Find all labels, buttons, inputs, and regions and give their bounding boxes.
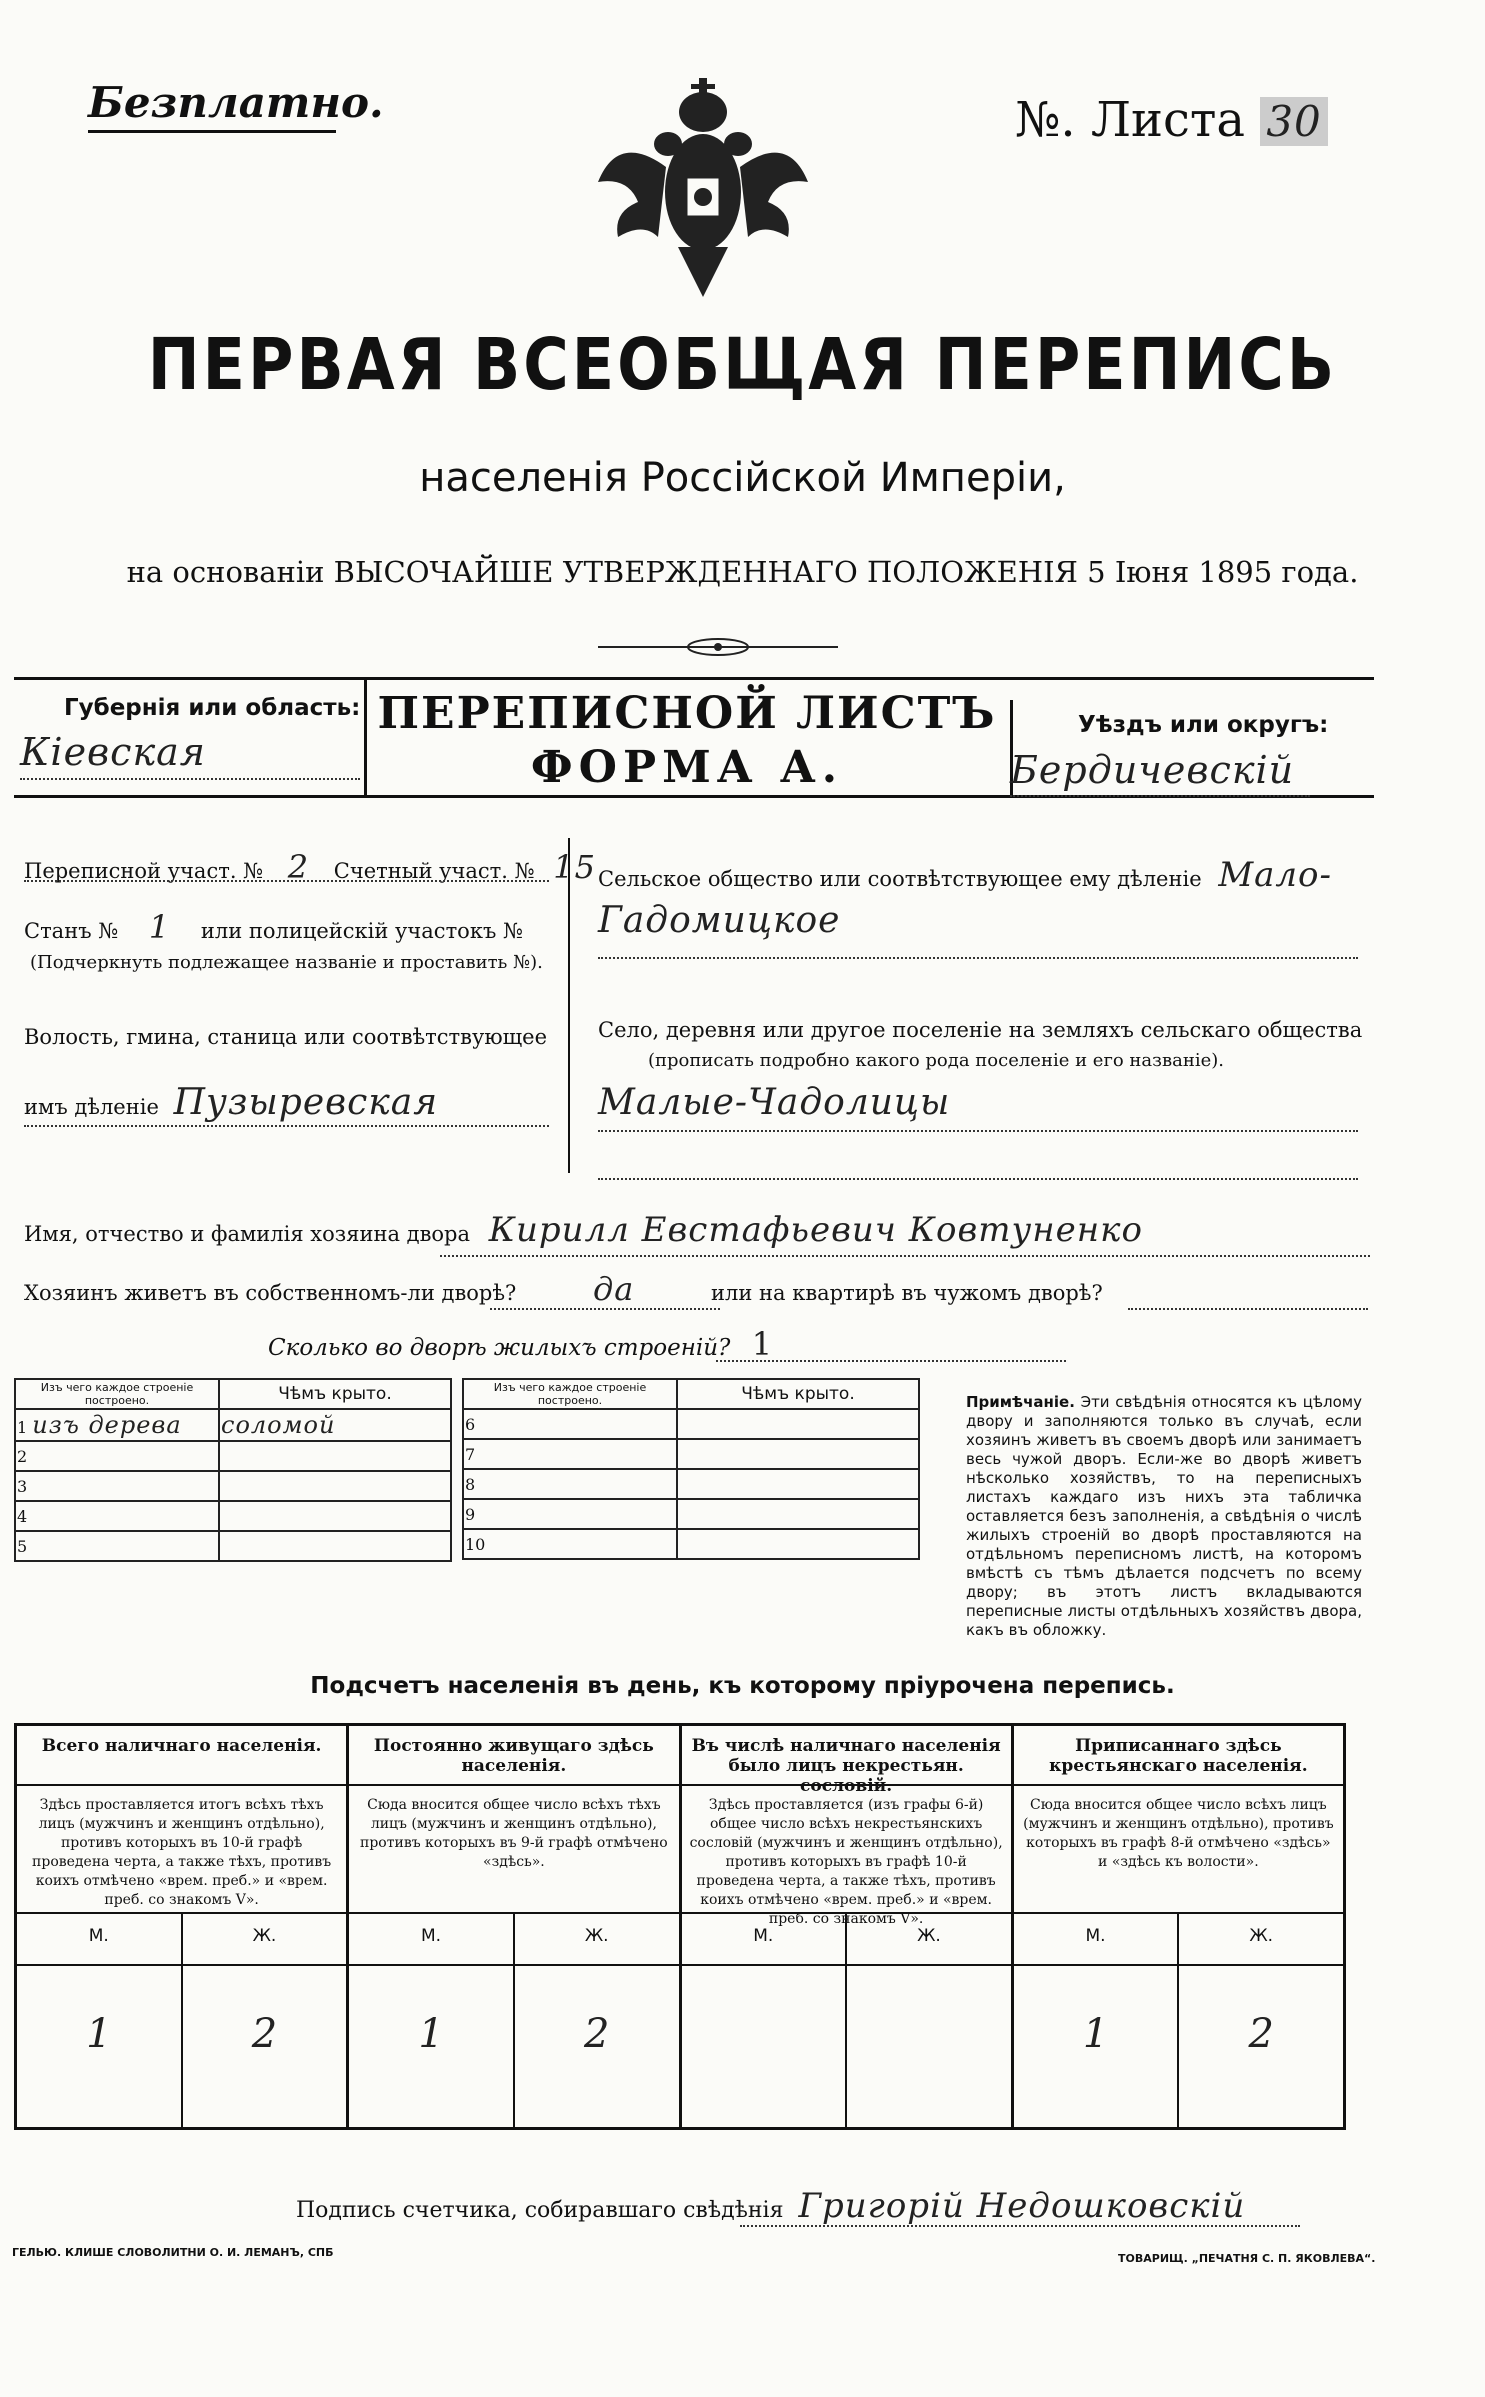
count-column-header: Постоянно живущаго здѣсь населенія. [349, 1726, 678, 1786]
count-column [17, 1726, 349, 2127]
building-row-7 [463, 1439, 677, 1469]
building-row-2 [15, 1441, 219, 1471]
uchastok-label: Переписной участ. № [24, 859, 264, 883]
building-num: 2 [17, 1446, 28, 1466]
count-m-value: 1 [17, 1966, 183, 2127]
free-underline [88, 130, 336, 133]
owner-own-label: Хозяинъ живетъ въ собственномъ-ли дворѣ? [24, 1281, 517, 1305]
owner-name-row [24, 1210, 1143, 1250]
volost-value: Пузыревская [173, 1082, 439, 1123]
owner-name-value: Кирилл Евстафьевич Ковтуненко [488, 1210, 1143, 1250]
signature-row [296, 2186, 1245, 2226]
gubernia-label: Губернія или область: [64, 695, 361, 721]
building-roof-empty [677, 1469, 919, 1499]
col-material-header: Изъ чего каждое строеніе построено. [463, 1379, 677, 1409]
stan-note: (Подчеркнуть подлежащее названіе и проставить №). [30, 952, 543, 973]
obshchestvo-line [598, 957, 1358, 959]
obshchestvo-label: Сельское общество или соотвѣтствующее ему дѣленіе [598, 867, 1202, 891]
count-column [682, 1726, 1014, 2127]
sheet-label-text: №. Листа [1015, 92, 1246, 148]
building-roof-empty [677, 1499, 919, 1529]
building-num: 8 [465, 1474, 476, 1494]
police-label: или полицейскій участокъ № [200, 919, 523, 943]
signature-label: Подпись счетчика, собиравшаго свѣдѣнія [296, 2198, 784, 2223]
uezd-label: Уѣздъ или округъ: [1078, 712, 1329, 738]
count-m-value [682, 1966, 848, 2127]
building-roof-empty [677, 1439, 919, 1469]
count-table [14, 1723, 1346, 2130]
note-label: Примѣчаніе. [966, 1393, 1075, 1411]
building-roof: соломой [219, 1409, 451, 1441]
building-num: 10 [465, 1534, 486, 1554]
stan-value: 1 [148, 908, 171, 946]
buildings-row [268, 1325, 773, 1363]
building-row-5 [15, 1531, 219, 1561]
form-name: ФОРМА А. [530, 742, 844, 793]
building-num: 1 [17, 1418, 28, 1437]
note-text: Эти свѣдѣнія относятся къ цѣлому двору и заполняются только въ случаѣ, если хозяинъ живетъ въ своемъ дворѣ или занимаетъ весь чужой дворъ. Если-же во дворѣ живетъ нѣсколько хозяйствъ, то на переписныхъ листахъ каждаго изъ нихъ эта табличка оставляется безъ заполненія, а свѣдѣнія о числѣ жилыхъ строеній во дворѣ проставляются на отдѣльномъ переписномъ листѣ, на которомъ вмѣстѣ съ тѣмъ дѣлается подсчетъ по всему двору; въ этотъ листъ вкладываются переписные листы отдѣльныхъ хозяйствъ двора, какъ въ обложку. [966, 1393, 1362, 1639]
count-m-value: 1 [1014, 1966, 1180, 2127]
count-column-desc: Здѣсь проставляется итогъ всѣхъ тѣхъ лицъ (мужчинъ и женщинъ отдѣльно), противъ которыхъ въ 10-й графѣ проведена черта, а также тѣхъ, противъ коихъ отмѣчено «врем. преб.» и «врем. преб. со знакомъ V». [17, 1786, 346, 1914]
buildings-label: Сколько во дворѣ жилыхъ строеній? [268, 1335, 731, 1361]
uezd-line [1010, 795, 1310, 797]
uchastok-value: 2 [287, 848, 310, 886]
count-zh-value: 2 [583, 2011, 610, 2057]
building-row-4 [15, 1501, 219, 1531]
count-column [349, 1726, 681, 2127]
buildings-line [716, 1360, 1066, 1362]
count-m-header: М. [349, 1914, 515, 1964]
building-roof-empty [219, 1501, 451, 1531]
owner-own-value: да [592, 1270, 635, 1308]
building-num: 3 [17, 1476, 28, 1496]
form-title: ПЕРЕПИСНОЙ ЛИСТЪ [377, 688, 997, 739]
count-zh-value [847, 1966, 1011, 2127]
selo-note: (прописать подробно какого рода поселеніе и его названіе). [648, 1050, 1224, 1071]
gubernia-value: Кіевская [20, 730, 206, 774]
selo-label: Село, деревня или другое поселеніе на земляхъ сельскаго общества [598, 1018, 1363, 1042]
basis-text: на основаніи ВЫСОЧАЙШЕ УТВЕРЖДЕННАГО ПОЛОЖЕНІЯ 5 Іюня 1895 года. [126, 555, 1359, 589]
region-top-border [14, 677, 1374, 680]
count-zh-value: 2 [1248, 2011, 1274, 2057]
selo-line [598, 1130, 1358, 1132]
page-subtitle: населенія Россійской Имперіи, [419, 455, 1066, 501]
stan-row [24, 908, 523, 946]
sheet-number-value: 30 [1260, 97, 1327, 146]
ornament-divider [598, 632, 838, 662]
count-zh-header: Ж. [252, 1926, 277, 1946]
count-zh-value: 2 [251, 2011, 278, 2057]
building-roof-empty [677, 1409, 919, 1439]
gubernia-line [20, 778, 360, 780]
count-title: Подсчетъ населенія въ день, къ которому пріурочена перепись. [310, 1673, 1175, 1699]
selo-line-2 [598, 1178, 1358, 1180]
building-roof-empty [219, 1471, 451, 1501]
col-roof-header: Чѣмъ крыто. [677, 1379, 919, 1409]
free-label: Безплатно. [88, 78, 384, 127]
building-row-3 [15, 1471, 219, 1501]
volost-line [24, 1125, 549, 1127]
schet-label: Счетный участ. № [333, 859, 535, 883]
building-roof-empty [219, 1531, 451, 1561]
owner-own-line [490, 1308, 720, 1310]
fields-divider [568, 838, 570, 1173]
count-m-header: М. [682, 1914, 848, 1964]
selo-value: Малые-Чадолицы [598, 1082, 951, 1123]
schet-value: 15 [553, 848, 596, 886]
count-column-desc: Здѣсь проставляется (изъ графы 6-й) общее число всѣхъ некрестьянскихъ сословій (мужчинъ и женщинъ отдѣльно), противъ которыхъ въ графѣ 10-й проведена черта, а также тѣхъ, противъ коихъ отмѣчено «врем. преб.» и «врем. преб. со знакомъ V». [682, 1786, 1011, 1914]
col-material-header: Изъ чего каждое строеніе построено. [15, 1379, 219, 1409]
building-num: 4 [17, 1506, 28, 1526]
count-column-desc: Сюда вносится общее число всѣхъ тѣхъ лицъ (мужчинъ и женщинъ отдѣльно), противъ которыхъ въ 9-й графѣ отмѣчено «здѣсь». [349, 1786, 678, 1914]
buildings-table-left [14, 1378, 452, 1562]
count-zh-header: Ж. [584, 1926, 609, 1946]
count-m-header: М. [17, 1914, 183, 1964]
building-material: изъ дерева [32, 1411, 182, 1439]
building-row-8 [463, 1469, 677, 1499]
owner-rent-label: или на квартирѣ въ чужомъ дворѣ? [711, 1281, 1103, 1305]
owner-name-line [440, 1255, 1370, 1257]
building-row-1 [15, 1409, 219, 1441]
obshchestvo-row [598, 855, 1332, 895]
count-columns [17, 1726, 1343, 2127]
uezd-value: Бердичевскій [1010, 748, 1295, 792]
count-column-header: Въ числѣ наличнаго населенія было лицъ некрестьян. сословій. [682, 1726, 1011, 1786]
signature-value: Григорій Недошковскій [798, 2186, 1246, 2226]
imperial-eagle-icon [588, 72, 818, 302]
obshchestvo-value: Мало- [1218, 855, 1333, 895]
building-num: 9 [465, 1504, 476, 1524]
count-column [1014, 1726, 1343, 2127]
sheet-number-label [1015, 92, 1328, 148]
volost-row [24, 1082, 438, 1123]
building-roof-empty [219, 1441, 451, 1471]
signature-line [740, 2225, 1300, 2227]
owner-rent-line [1128, 1308, 1368, 1310]
count-m-header: М. [1014, 1914, 1180, 1964]
uchastok-line [24, 880, 549, 882]
building-num: 7 [465, 1444, 476, 1464]
count-column-header: Всего наличнаго населенія. [17, 1726, 346, 1786]
note-block [966, 1393, 1362, 1640]
buildings-value: 1 [751, 1325, 774, 1363]
col-roof-header: Чѣмъ крыто. [219, 1379, 451, 1409]
obshchestvo-value2: Гадомицкое [598, 900, 841, 941]
building-num: 6 [465, 1414, 476, 1434]
stan-label: Станъ № [24, 919, 119, 943]
page-title: ПЕРВАЯ ВСЕОБЩАЯ ПЕРЕПИСЬ [147, 322, 1338, 407]
owner-name-label: Имя, отчество и фамилія хозяина двора [24, 1222, 471, 1246]
building-num: 5 [17, 1536, 28, 1556]
building-row-6 [463, 1409, 677, 1439]
count-zh-header: Ж. [1249, 1926, 1274, 1946]
volost-label: Волость, гмина, станица или соотвѣтствующее [24, 1025, 548, 1049]
owner-own-row [24, 1270, 1103, 1308]
building-row-9 [463, 1499, 677, 1529]
printer-right: ТОВАРИЩ. „ПЕЧАТНЯ С. П. ЯКОВЛЕВА“. [1118, 2252, 1376, 2265]
building-roof-empty [677, 1529, 919, 1559]
count-column-header: Приписаннаго здѣсь крестьянскаго населенія. [1014, 1726, 1343, 1786]
building-row-10 [463, 1529, 677, 1559]
printer-left: ГЕЛЬЮ. КЛИШЕ СЛОВОЛИТНИ О. И. ЛЕМАНЪ, СПБ [12, 2246, 334, 2259]
count-m-value: 1 [349, 1966, 515, 2127]
volost-label2: имъ дѣленіе [24, 1095, 159, 1119]
count-zh-header: Ж. [917, 1926, 941, 1946]
buildings-table-right [462, 1378, 920, 1560]
count-column-desc: Сюда вносится общее число всѣхъ лицъ (мужчинъ и женщинъ отдѣльно), противъ которыхъ въ графѣ 8-й отмѣчено «здѣсь» и «здѣсь къ волости». [1014, 1786, 1343, 1914]
